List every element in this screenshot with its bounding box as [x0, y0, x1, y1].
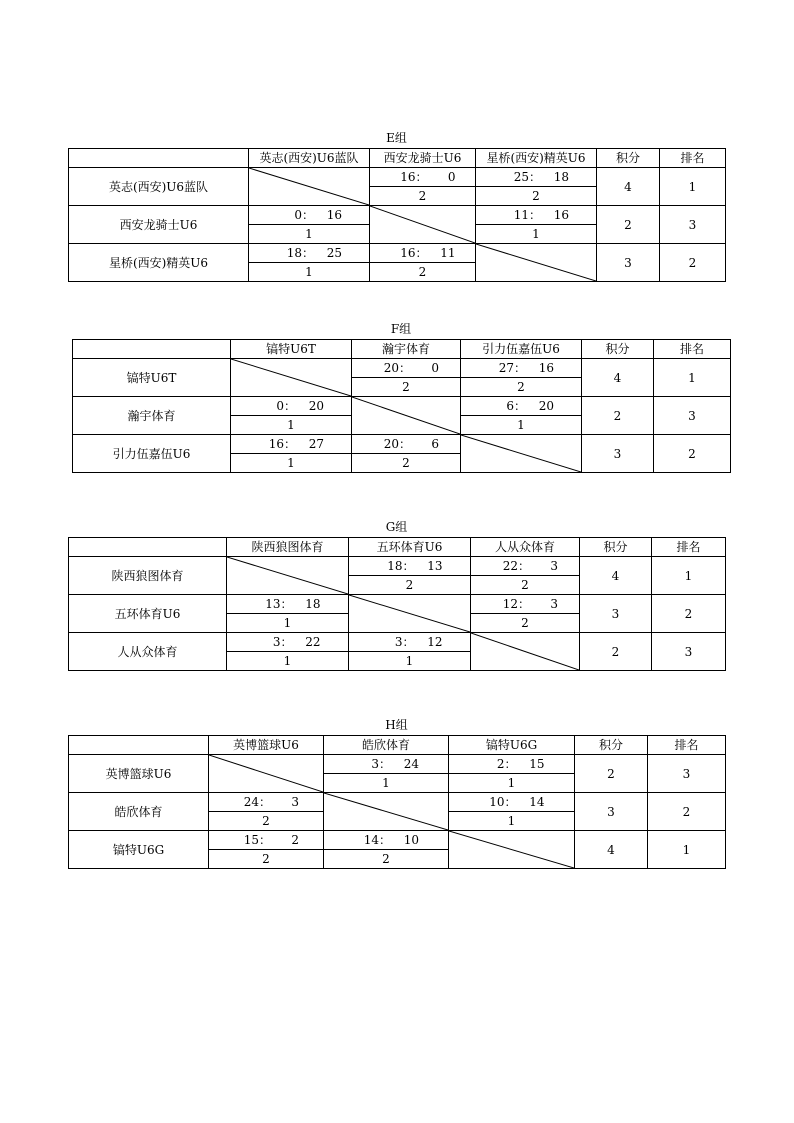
group-g — [68, 520, 725, 671]
match-points: 1 — [349, 652, 471, 671]
row-points: 2 — [597, 206, 660, 244]
diagonal-line — [471, 633, 579, 670]
match-score: 16： 11 — [370, 244, 476, 263]
header-team: 陕西狼图体育 — [227, 538, 349, 557]
header-team: 西安龙骑士U6 — [370, 149, 476, 168]
match-score: 3： 22 — [227, 633, 349, 652]
row-team: 皓欣体育 — [69, 793, 209, 831]
match-score: 22： 3 — [471, 557, 580, 576]
group-title: E组 — [386, 131, 407, 145]
group-table — [72, 339, 731, 473]
row-team: 西安龙骑士U6 — [69, 206, 249, 244]
match-score: 16： 27 — [231, 435, 352, 454]
row-rank: 3 — [654, 397, 731, 435]
corner-cell — [73, 340, 231, 359]
group-table — [68, 537, 726, 671]
header-team: 五环体育U6 — [349, 538, 471, 557]
row-rank: 2 — [648, 793, 726, 831]
diagonal-line — [249, 168, 369, 205]
row-points: 4 — [582, 359, 654, 397]
match-score: 0： 16 — [249, 206, 370, 225]
group-title: F组 — [390, 322, 412, 336]
header-rank: 排名 — [652, 538, 726, 557]
match-points: 1 — [249, 263, 370, 282]
diagonal-line — [352, 397, 460, 434]
row-rank: 3 — [652, 633, 726, 671]
row-rank: 2 — [654, 435, 731, 473]
row-points: 3 — [575, 793, 648, 831]
match-points: 2 — [324, 850, 449, 869]
header-rank: 排名 — [654, 340, 731, 359]
match-score: 10： 14 — [449, 793, 575, 812]
match-score: 3： 12 — [349, 633, 471, 652]
row-rank: 1 — [652, 557, 726, 595]
header-rank: 排名 — [660, 149, 726, 168]
match-points: 2 — [209, 850, 324, 869]
match-score: 20： 6 — [352, 435, 461, 454]
match-points: 2 — [461, 378, 582, 397]
corner-cell — [69, 736, 209, 755]
header-team: 镐特U6T — [231, 340, 352, 359]
row-rank: 1 — [648, 831, 726, 869]
header-team: 皓欣体育 — [324, 736, 449, 755]
group-title: G组 — [385, 520, 408, 534]
header-points: 积分 — [597, 149, 660, 168]
match-points: 2 — [352, 454, 461, 473]
diagonal-line — [324, 793, 448, 830]
row-points: 2 — [582, 397, 654, 435]
header-team: 英博篮球U6 — [209, 736, 324, 755]
header-team: 引力伍嘉伍U6 — [461, 340, 582, 359]
group-table — [68, 148, 726, 282]
header-team: 星桥(西安)精英U6 — [476, 149, 597, 168]
diagonal-line — [461, 435, 581, 472]
diagonal-cell — [349, 595, 471, 633]
row-team: 英志(西安)U6蓝队 — [69, 168, 249, 206]
row-rank: 2 — [660, 244, 726, 282]
row-points: 3 — [582, 435, 654, 473]
match-score: 13： 18 — [227, 595, 349, 614]
diagonal-line — [209, 755, 323, 792]
row-points: 3 — [597, 244, 660, 282]
corner-cell — [69, 149, 249, 168]
diagonal-cell — [231, 359, 352, 397]
diagonal-line — [449, 831, 574, 868]
row-rank: 3 — [648, 755, 726, 793]
row-points: 2 — [575, 755, 648, 793]
diagonal-cell — [227, 557, 349, 595]
match-score: 0： 20 — [231, 397, 352, 416]
match-points: 1 — [324, 774, 449, 793]
diagonal-cell — [476, 244, 597, 282]
diagonal-cell — [209, 755, 324, 793]
header-team: 瀚宇体育 — [352, 340, 461, 359]
diagonal-cell — [471, 633, 580, 671]
row-team: 陕西狼图体育 — [69, 557, 227, 595]
match-points: 1 — [231, 454, 352, 473]
diagonal-line — [476, 244, 596, 281]
row-rank: 1 — [654, 359, 731, 397]
match-score: 18： 13 — [349, 557, 471, 576]
group-f — [72, 322, 730, 473]
row-team: 五环体育U6 — [69, 595, 227, 633]
group-e — [68, 131, 725, 282]
diagonal-cell — [352, 397, 461, 435]
header-points: 积分 — [582, 340, 654, 359]
match-points: 2 — [370, 263, 476, 282]
match-score: 11： 16 — [476, 206, 597, 225]
match-points: 1 — [249, 225, 370, 244]
corner-cell — [69, 538, 227, 557]
row-points: 4 — [575, 831, 648, 869]
diagonal-line — [349, 595, 470, 632]
diagonal-line — [231, 359, 351, 396]
match-score: 3： 24 — [324, 755, 449, 774]
match-score: 27： 16 — [461, 359, 582, 378]
match-points: 2 — [370, 187, 476, 206]
match-score: 15： 2 — [209, 831, 324, 850]
row-team: 星桥(西安)精英U6 — [69, 244, 249, 282]
row-team: 英博篮球U6 — [69, 755, 209, 793]
match-points: 1 — [476, 225, 597, 244]
match-points: 2 — [476, 187, 597, 206]
row-points: 2 — [580, 633, 652, 671]
diagonal-cell — [449, 831, 575, 869]
match-points: 1 — [227, 652, 349, 671]
match-points: 1 — [461, 416, 582, 435]
header-team: 镐特U6G — [449, 736, 575, 755]
match-points: 1 — [231, 416, 352, 435]
match-score: 6： 20 — [461, 397, 582, 416]
row-points: 3 — [580, 595, 652, 633]
match-score: 18： 25 — [249, 244, 370, 263]
match-points: 2 — [352, 378, 461, 397]
match-points: 1 — [227, 614, 349, 633]
row-team: 瀚宇体育 — [73, 397, 231, 435]
row-team: 镐特U6T — [73, 359, 231, 397]
diagonal-cell — [249, 168, 370, 206]
diagonal-cell — [461, 435, 582, 473]
match-score: 2： 15 — [449, 755, 575, 774]
row-rank: 2 — [652, 595, 726, 633]
match-score: 16： 0 — [370, 168, 476, 187]
row-team: 镐特U6G — [69, 831, 209, 869]
match-points: 1 — [449, 812, 575, 831]
match-points: 1 — [449, 774, 575, 793]
match-score: 12： 3 — [471, 595, 580, 614]
row-rank: 1 — [660, 168, 726, 206]
header-points: 积分 — [580, 538, 652, 557]
group-table — [68, 735, 726, 869]
match-score: 14： 10 — [324, 831, 449, 850]
match-score: 24： 3 — [209, 793, 324, 812]
diagonal-cell — [324, 793, 449, 831]
match-points: 2 — [471, 576, 580, 595]
header-team: 英志(西安)U6蓝队 — [249, 149, 370, 168]
row-points: 4 — [580, 557, 652, 595]
header-team: 人从众体育 — [471, 538, 580, 557]
group-title: H组 — [385, 718, 408, 732]
diagonal-line — [227, 557, 348, 594]
match-points: 2 — [471, 614, 580, 633]
match-score: 20： 0 — [352, 359, 461, 378]
diagonal-line — [370, 206, 475, 243]
match-points: 2 — [349, 576, 471, 595]
row-team: 人从众体育 — [69, 633, 227, 671]
row-rank: 3 — [660, 206, 726, 244]
header-points: 积分 — [575, 736, 648, 755]
diagonal-cell — [370, 206, 476, 244]
row-points: 4 — [597, 168, 660, 206]
match-points: 2 — [209, 812, 324, 831]
group-h — [68, 718, 725, 869]
row-team: 引力伍嘉伍U6 — [73, 435, 231, 473]
match-score: 25： 18 — [476, 168, 597, 187]
header-rank: 排名 — [648, 736, 726, 755]
